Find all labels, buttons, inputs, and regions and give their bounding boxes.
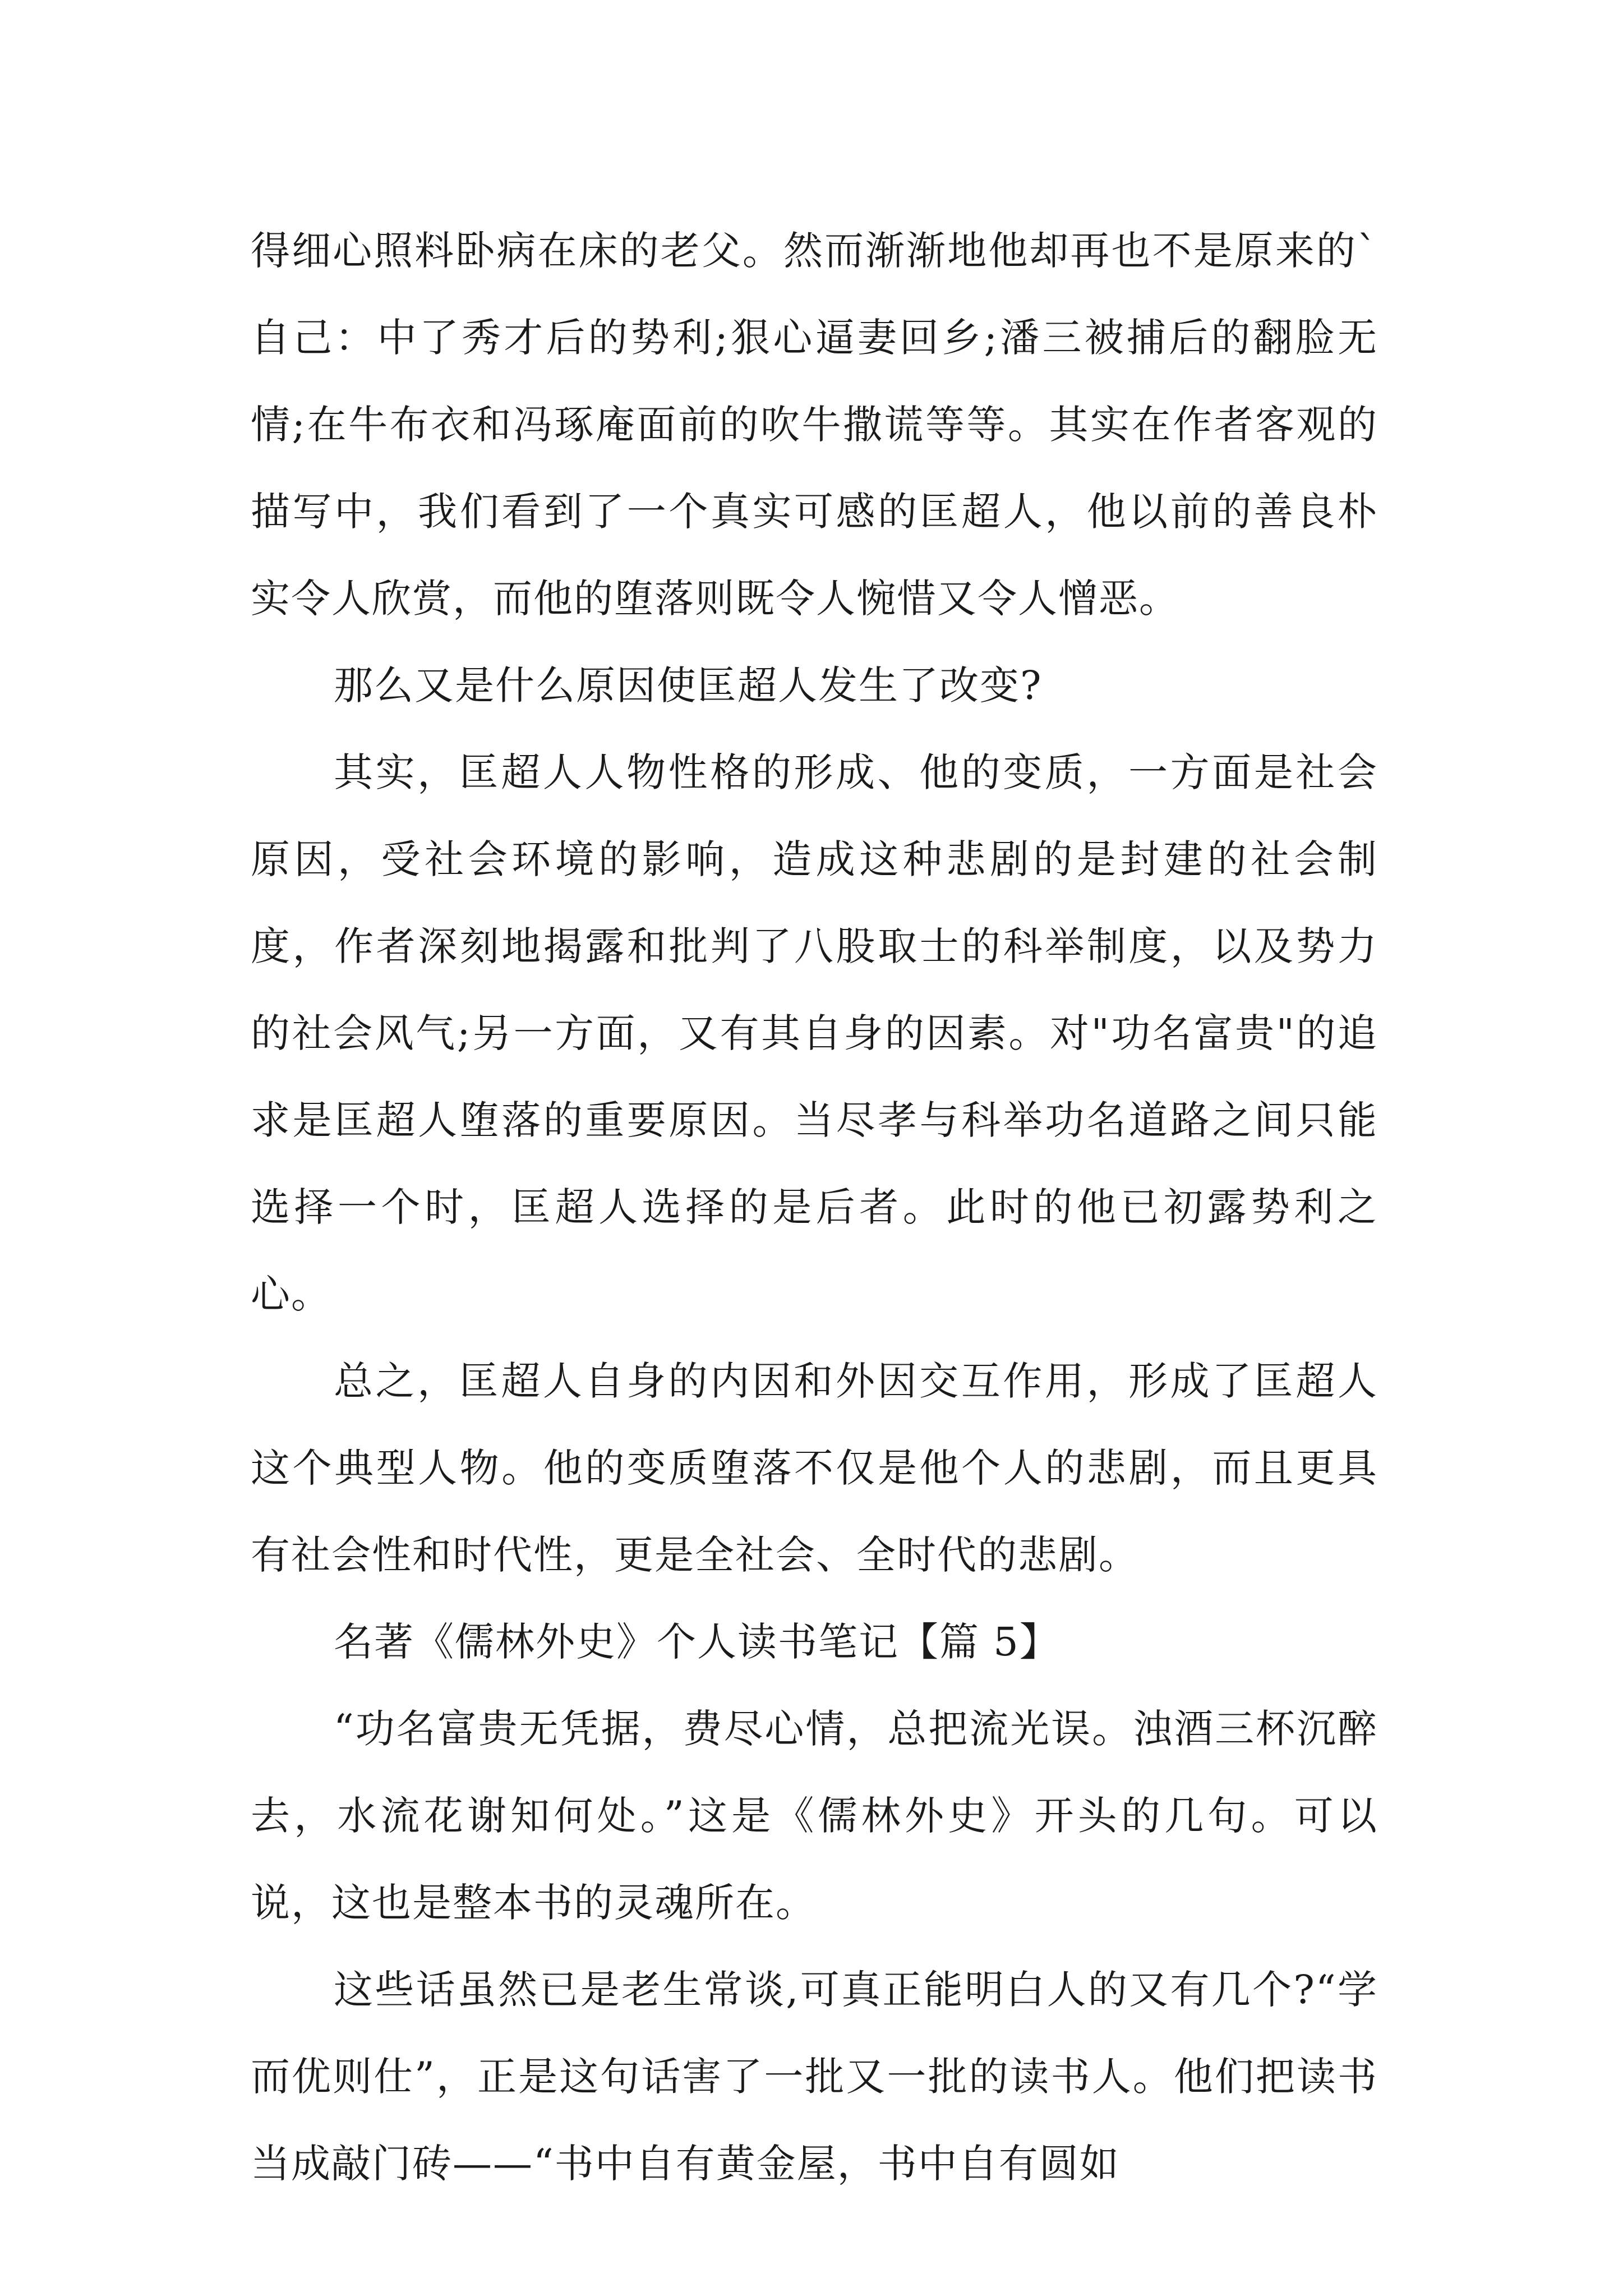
paragraph-4: 总之，匡超人自身的内因和外因交互作用，形成了匡超人这个典型人物。他的变质堕落不仅是他个人的悲剧，而且更具有社会性和时代性，更是全社会、全时代的悲剧。	[251, 1358, 1378, 1578]
paragraph-1: 得细心照料卧病在床的老父。然而渐渐地他却再也不是原来的`自己：中了秀才后的势利;狠心逼妻回乡;潘三被捕后的翻脸无情;在牛布衣和冯琢庵面前的吹牛撒谎等等。其实在作者客观的描写中，我们看到了一个真实可感的匡超人，他以前的善良朴实令人欣赏，而他的堕落则既令人惋惜又令人憎恶。	[251, 228, 1378, 622]
paragraph-6: 这些话虽然已是老生常谈,可真正能明白人的又有几个?“学而优则仕”，正是这句话害了一批又一批的读书人。他们把读书当成敲门砖——“书中自有黄金屋，书中自有圆如	[251, 1967, 1378, 2187]
paragraph-3: 其实，匡超人人物性格的形成、他的变质，一方面是社会原因，受社会环境的影响，造成这种悲剧的是封建的社会制度，作者深刻地揭露和批判了八股取士的科举制度，以及势力的社会风气;另一方面，又有其自身的因素。对"功名富贵"的追求是匡超人堕落的重要原因。当尽孝与科举功名道路之间只能选择一个时，匡超人选择的是后者。此时的他已初露势利之心。	[251, 749, 1378, 1317]
section-heading: 名著《儒林外史》个人读书笔记【篇 5】	[334, 1619, 1060, 1665]
body-text	[251, 208, 1378, 2207]
paragraph-5: “功名富贵无凭据，费尽心情，总把流光误。浊酒三杯沉醉去，水流花谢知何处。”这是《儒林外史》开头的几句。可以说，这也是整本书的灵魂所在。	[251, 1706, 1378, 1926]
paragraph-2: 那么又是什么原因使匡超人发生了改变?	[334, 662, 1043, 708]
